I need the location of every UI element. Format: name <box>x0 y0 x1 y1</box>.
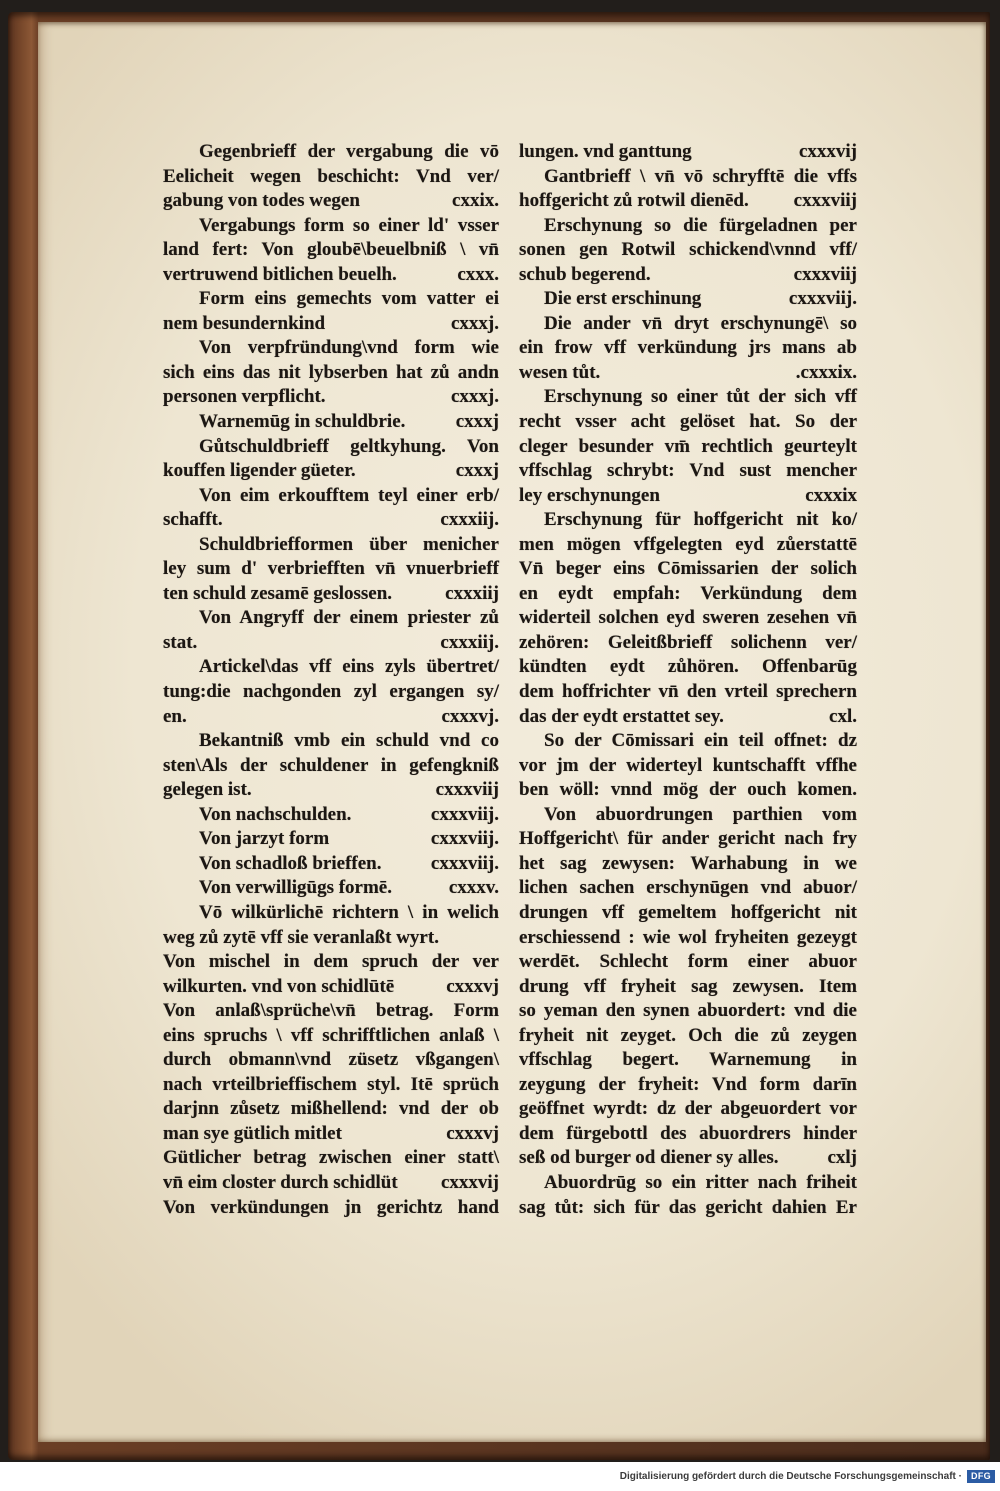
toc-line <box>519 385 857 410</box>
entry-text: kouffen ligender güeter. <box>163 460 356 482</box>
entry-text: schub begerend. <box>519 263 651 285</box>
entry-text: nach vrteilbrieffischem styl. Itē sprüch <box>163 1073 499 1095</box>
folio-number: cxxxvij <box>440 1171 499 1193</box>
folio-number: cxxxix <box>805 484 857 506</box>
toc-line <box>519 533 857 558</box>
toc-line <box>519 336 857 361</box>
entry-text: Schuldbriefformen über menicher <box>199 533 499 555</box>
toc-line <box>163 287 499 312</box>
entry-text: sag tůt: sich für das gericht dahien Er <box>519 1196 857 1218</box>
toc-line <box>519 263 857 288</box>
entry-text: Die ander vn̄ dryt erschynungē\ so <box>544 312 857 334</box>
toc-line <box>519 950 857 975</box>
entry-text: Von anlaß\sprüche\vn̄ betrag. Form <box>163 1000 499 1022</box>
folio-number: cxxxviij <box>793 263 857 285</box>
entry-text: vffschlag schrybt: Vnd sust mencher <box>519 460 857 482</box>
toc-line <box>519 189 857 214</box>
toc-line <box>163 705 499 730</box>
toc-line <box>519 140 857 165</box>
toc-line <box>163 165 499 190</box>
toc-line <box>163 1024 499 1049</box>
entry-text: werdēt. Schlecht form einer abuor <box>519 951 857 973</box>
entry-text: recht vsser acht gelöset hat. So der <box>519 411 857 433</box>
toc-line <box>163 508 499 533</box>
toc-line <box>519 1073 857 1098</box>
entry-text: Bekantniß vmb ein schuld vnd co <box>199 730 499 752</box>
entry-text: widerteil solchen eyd sweren zesehen vn̄ <box>519 607 857 629</box>
folio-number: cxl. <box>829 705 857 727</box>
footer-credit: Digitalisierung gefördert durch die Deutsche Forschungsgemeinschaft · <box>619 1471 962 1482</box>
folio-number: cxxxvj <box>446 1122 499 1144</box>
entry-text: So der Cōmissari ein teil offnet: dz <box>544 730 857 752</box>
toc-line <box>163 975 499 1000</box>
toc-line <box>519 287 857 312</box>
toc-line <box>519 557 857 582</box>
entry-text: Von verpfründung\vnd form wie <box>199 337 499 359</box>
toc-line <box>519 631 857 656</box>
folio-number: cxxxviij. <box>430 828 499 850</box>
toc-line <box>163 1171 499 1196</box>
toc-line <box>163 435 499 460</box>
toc-line <box>519 1196 857 1221</box>
toc-line <box>519 1122 857 1147</box>
entry-text: Abuordrūg so ein ritter nach friheit <box>544 1171 857 1193</box>
entry-text: vn̄ eim closter durch schidlüt <box>163 1171 398 1193</box>
entry-text: gelegen ist. <box>163 779 252 801</box>
entry-text: Von verwilligūgs formē. <box>199 877 392 899</box>
toc-line <box>163 1122 499 1147</box>
entry-text: personen verpflicht. <box>163 386 326 408</box>
entry-text: drungen vff gemeltem hoffgericht nit <box>519 901 857 923</box>
entry-text: so yeman den synen abuordert: vnd die <box>519 1000 857 1022</box>
entry-text: ein frow vff verkündung jrs mans ab <box>519 337 857 359</box>
toc-line <box>163 1146 499 1171</box>
entry-text: sten\Als der schuldener in gefengkniß <box>163 754 499 776</box>
entry-text: Die erst erschinung <box>544 288 702 310</box>
entry-text: ten schuld zesamē geslossen. <box>163 582 393 604</box>
folio-number: cxxxvj <box>446 975 499 997</box>
entry-text: nem besundernkind <box>163 312 326 334</box>
toc-line <box>163 631 499 656</box>
entry-text: vffschlag begert. Warnemung in <box>519 1049 857 1071</box>
entry-text: fryheit nit zeyget. Och die zů zeygen <box>519 1024 857 1046</box>
toc-line <box>519 705 857 730</box>
folio-number: cxxx. <box>457 263 499 285</box>
entry-text: Von schadloß brieffen. <box>199 852 382 874</box>
folio-number: cxxxviij <box>435 779 499 801</box>
toc-line <box>519 778 857 803</box>
entry-text: Von Angryff der einem priester zů <box>199 607 499 629</box>
entry-text: wesen tůt. <box>519 361 601 383</box>
toc-line <box>519 410 857 435</box>
entry-text: drung vff fryheit sag zewysen. Item <box>519 975 857 997</box>
toc-line <box>163 680 499 705</box>
folio-number: cxxxiij. <box>440 509 499 531</box>
folio-number: cxxxj. <box>450 386 499 408</box>
folio-number: cxxxiij <box>445 582 499 604</box>
toc-line <box>519 1146 857 1171</box>
entry-text: eins spruchs \ vff schrifftlichen anlaß \ <box>163 1024 499 1046</box>
entry-text: ley erschynungen <box>519 484 660 506</box>
toc-line <box>163 238 499 263</box>
entry-text: cleger besunder vm̄ rechtlich geurteylt <box>519 435 857 457</box>
entry-text: Von verkündungen jn gerichtz hand <box>163 1196 499 1218</box>
toc-line <box>519 1024 857 1049</box>
folio-number: cxxxviij <box>793 190 857 212</box>
entry-text: dem fürgebottl des abuordrers hinder <box>519 1122 857 1144</box>
folio-number: cxlj <box>827 1147 857 1169</box>
toc-line <box>163 1196 499 1221</box>
toc-line <box>519 754 857 779</box>
toc-line <box>163 140 499 165</box>
entry-text: Form eins gemechts vom vatter ei <box>199 288 499 310</box>
left-column <box>163 140 499 1220</box>
toc-line <box>163 803 499 828</box>
toc-line <box>163 459 499 484</box>
toc-line <box>519 508 857 533</box>
entry-text: ben wöll: vnnd mög der ouch komen. <box>519 779 857 801</box>
entry-text: en. <box>163 705 187 727</box>
toc-line <box>163 827 499 852</box>
toc-line <box>163 606 499 631</box>
entry-text: lichen sachen erschynūgen vnd abuor/ <box>519 877 857 899</box>
entry-text: erschiessend : wie wol fryheiten gezeygt <box>519 926 857 948</box>
entry-text: darjnn zůsetz mißhellend: vnd der ob <box>163 1098 499 1120</box>
toc-line <box>519 484 857 509</box>
entry-text: Vn̄ beger eins Cōmissarien der solich <box>519 558 857 580</box>
toc-line <box>163 263 499 288</box>
entry-text: sonen gen Rotwil schickend\vnnd vff/ <box>519 239 857 261</box>
toc-line <box>519 238 857 263</box>
toc-line <box>519 361 857 386</box>
entry-text: gabung von todes wegen <box>163 190 360 212</box>
toc-line <box>519 214 857 239</box>
entry-text: Von nachschulden. <box>199 803 352 825</box>
entry-text: Erschynung für hoffgericht nit ko/ <box>544 509 857 531</box>
toc-line <box>163 950 499 975</box>
toc-line <box>519 1097 857 1122</box>
toc-line <box>519 680 857 705</box>
entry-text: wilkurten. vnd von schidlūtē <box>163 975 395 997</box>
entry-text: en eydt empfah: Verkündung dem <box>519 582 857 604</box>
entry-text: dem hoffrichter vn̄ den vrteil sprechern <box>519 681 857 703</box>
toc-line <box>519 1171 857 1196</box>
folio-number: cxxix. <box>452 190 499 212</box>
toc-line <box>163 189 499 214</box>
entry-text: Von eim erkoufftem teyl einer erb/ <box>199 484 499 506</box>
folio-number: cxxxviij. <box>788 288 857 310</box>
entry-text: zehören: Geleitßbrieff solichenn ver/ <box>519 631 857 653</box>
toc-line <box>519 901 857 926</box>
toc-line <box>519 827 857 852</box>
toc-line <box>163 729 499 754</box>
toc-line <box>163 582 499 607</box>
toc-line <box>163 312 499 337</box>
toc-line <box>519 606 857 631</box>
toc-line <box>163 901 499 926</box>
toc-line <box>163 1097 499 1122</box>
entry-text: man sye gütlich mitlet <box>163 1122 342 1144</box>
folio-number: cxxxiij. <box>440 631 499 653</box>
entry-text: Gegenbrieff der vergabung die vō <box>199 141 499 162</box>
right-column <box>519 140 857 1220</box>
folio-number: cxxxviij. <box>430 852 499 874</box>
entry-text: sich eins das nit lybserben hat zů andn <box>163 361 499 383</box>
toc-line <box>163 484 499 509</box>
entry-text: Erschynung so die fürgeladnen per <box>544 214 857 236</box>
toc-line <box>163 655 499 680</box>
entry-text: land fert: Von gloubē\beuelbniß \ vn̄ <box>163 239 499 261</box>
toc-line <box>163 876 499 901</box>
toc-line <box>519 582 857 607</box>
entry-text: Hoffgericht\ für ander gericht nach fry <box>519 828 857 850</box>
toc-line <box>163 385 499 410</box>
entry-text: kündten eydt zůhören. Offenbarūg <box>519 656 857 678</box>
toc-line <box>163 533 499 558</box>
toc-line <box>163 361 499 386</box>
entry-text: Gantbrieff \ vn̄ vō schryfftē die vffs <box>544 165 857 187</box>
entry-text: stat. <box>163 631 198 653</box>
toc-line <box>519 435 857 460</box>
entry-text: zeygung der fryheit: Vnd form darīn <box>519 1073 857 1095</box>
entry-text: Warnemūg in schuldbrie. <box>199 411 406 433</box>
entry-text: Gůtschuldbrieff geltkyhung. Von <box>199 435 499 457</box>
entry-text: Erschynung so einer tůt der sich vff <box>544 386 857 408</box>
toc-line <box>163 999 499 1024</box>
entry-text: ley sum d' verbriefften vn̄ vnuerbrieff <box>163 558 499 580</box>
folio-number: cxxxvij <box>798 141 857 162</box>
folio-number: cxxxj <box>455 411 499 433</box>
folio-number: cxxxviij. <box>430 803 499 825</box>
toc-line <box>519 312 857 337</box>
entry-text: geöffnet wyrdt: dz der abgeuordert vor <box>519 1098 857 1120</box>
entry-text: het sag zewysen: Warhabung in we <box>519 852 857 874</box>
entry-text: lungen. vnd ganttung <box>519 141 692 162</box>
toc-line <box>519 999 857 1024</box>
toc-line <box>519 459 857 484</box>
toc-line <box>163 926 499 951</box>
toc-line <box>163 852 499 877</box>
entry-text: schafft. <box>163 509 223 531</box>
toc-line <box>519 803 857 828</box>
toc-line <box>519 852 857 877</box>
toc-line <box>519 165 857 190</box>
toc-line <box>519 1048 857 1073</box>
toc-line <box>519 729 857 754</box>
folio-number: .cxxxix. <box>795 361 857 383</box>
toc-line <box>163 778 499 803</box>
entry-text: Gütlicher betrag zwischen einer statt\ <box>163 1147 499 1169</box>
toc-line <box>519 876 857 901</box>
entry-text: men mögen vffgelegten eyd zůerstattē <box>519 533 857 555</box>
toc-line <box>163 410 499 435</box>
folio-number: cxxxv. <box>448 877 499 899</box>
entry-text: Vergabungs form so einer ld' vsser <box>199 214 499 236</box>
entry-text: Eelicheit wegen beschicht: Vnd ver/ <box>163 165 499 187</box>
toc-line <box>163 214 499 239</box>
entry-text: Von jarzyt form <box>199 828 330 850</box>
entry-text: vertruwend bitlichen beuelh. <box>163 263 397 285</box>
folio-number: cxxxj <box>455 460 499 482</box>
entry-text: das der eydt erstattet sey. <box>519 705 724 727</box>
entry-text: Vō wilkürlichē richtern \ in welich <box>199 901 499 923</box>
toc-line <box>163 754 499 779</box>
toc-line <box>163 336 499 361</box>
entry-text: Von abuordrungen parthien vom <box>544 803 857 825</box>
toc-line <box>519 926 857 951</box>
dfg-logo: DFG <box>967 1470 995 1483</box>
toc-line <box>519 655 857 680</box>
toc-line <box>163 1048 499 1073</box>
footer-bar <box>0 1462 1000 1491</box>
entry-text: tung:die nachgonden zyl ergangen sy/ <box>163 681 499 703</box>
toc-line <box>163 1073 499 1098</box>
toc-line <box>163 557 499 582</box>
toc-line <box>519 975 857 1000</box>
entry-text: Artickel\das vff eins zyls übertret/ <box>199 656 499 678</box>
entry-text: vor jm der widerteyl kuntschafft vffhe <box>519 754 857 776</box>
entry-text: Von mischel in dem spruch der ver <box>163 951 499 973</box>
folio-number: cxxxvj. <box>441 705 499 727</box>
entry-text: durch obmann\vnd züsetz vßgangen\ <box>163 1049 499 1071</box>
page-sheet <box>38 22 986 1442</box>
entry-text: weg zů zytē vff sie veranlaßt wyrt. <box>163 926 439 948</box>
folio-number: cxxxj. <box>450 312 499 334</box>
entry-text: hoffgericht zů rotwil dienēd. <box>519 190 749 212</box>
entry-text: seß od burger od diener sy alles. <box>519 1147 779 1169</box>
